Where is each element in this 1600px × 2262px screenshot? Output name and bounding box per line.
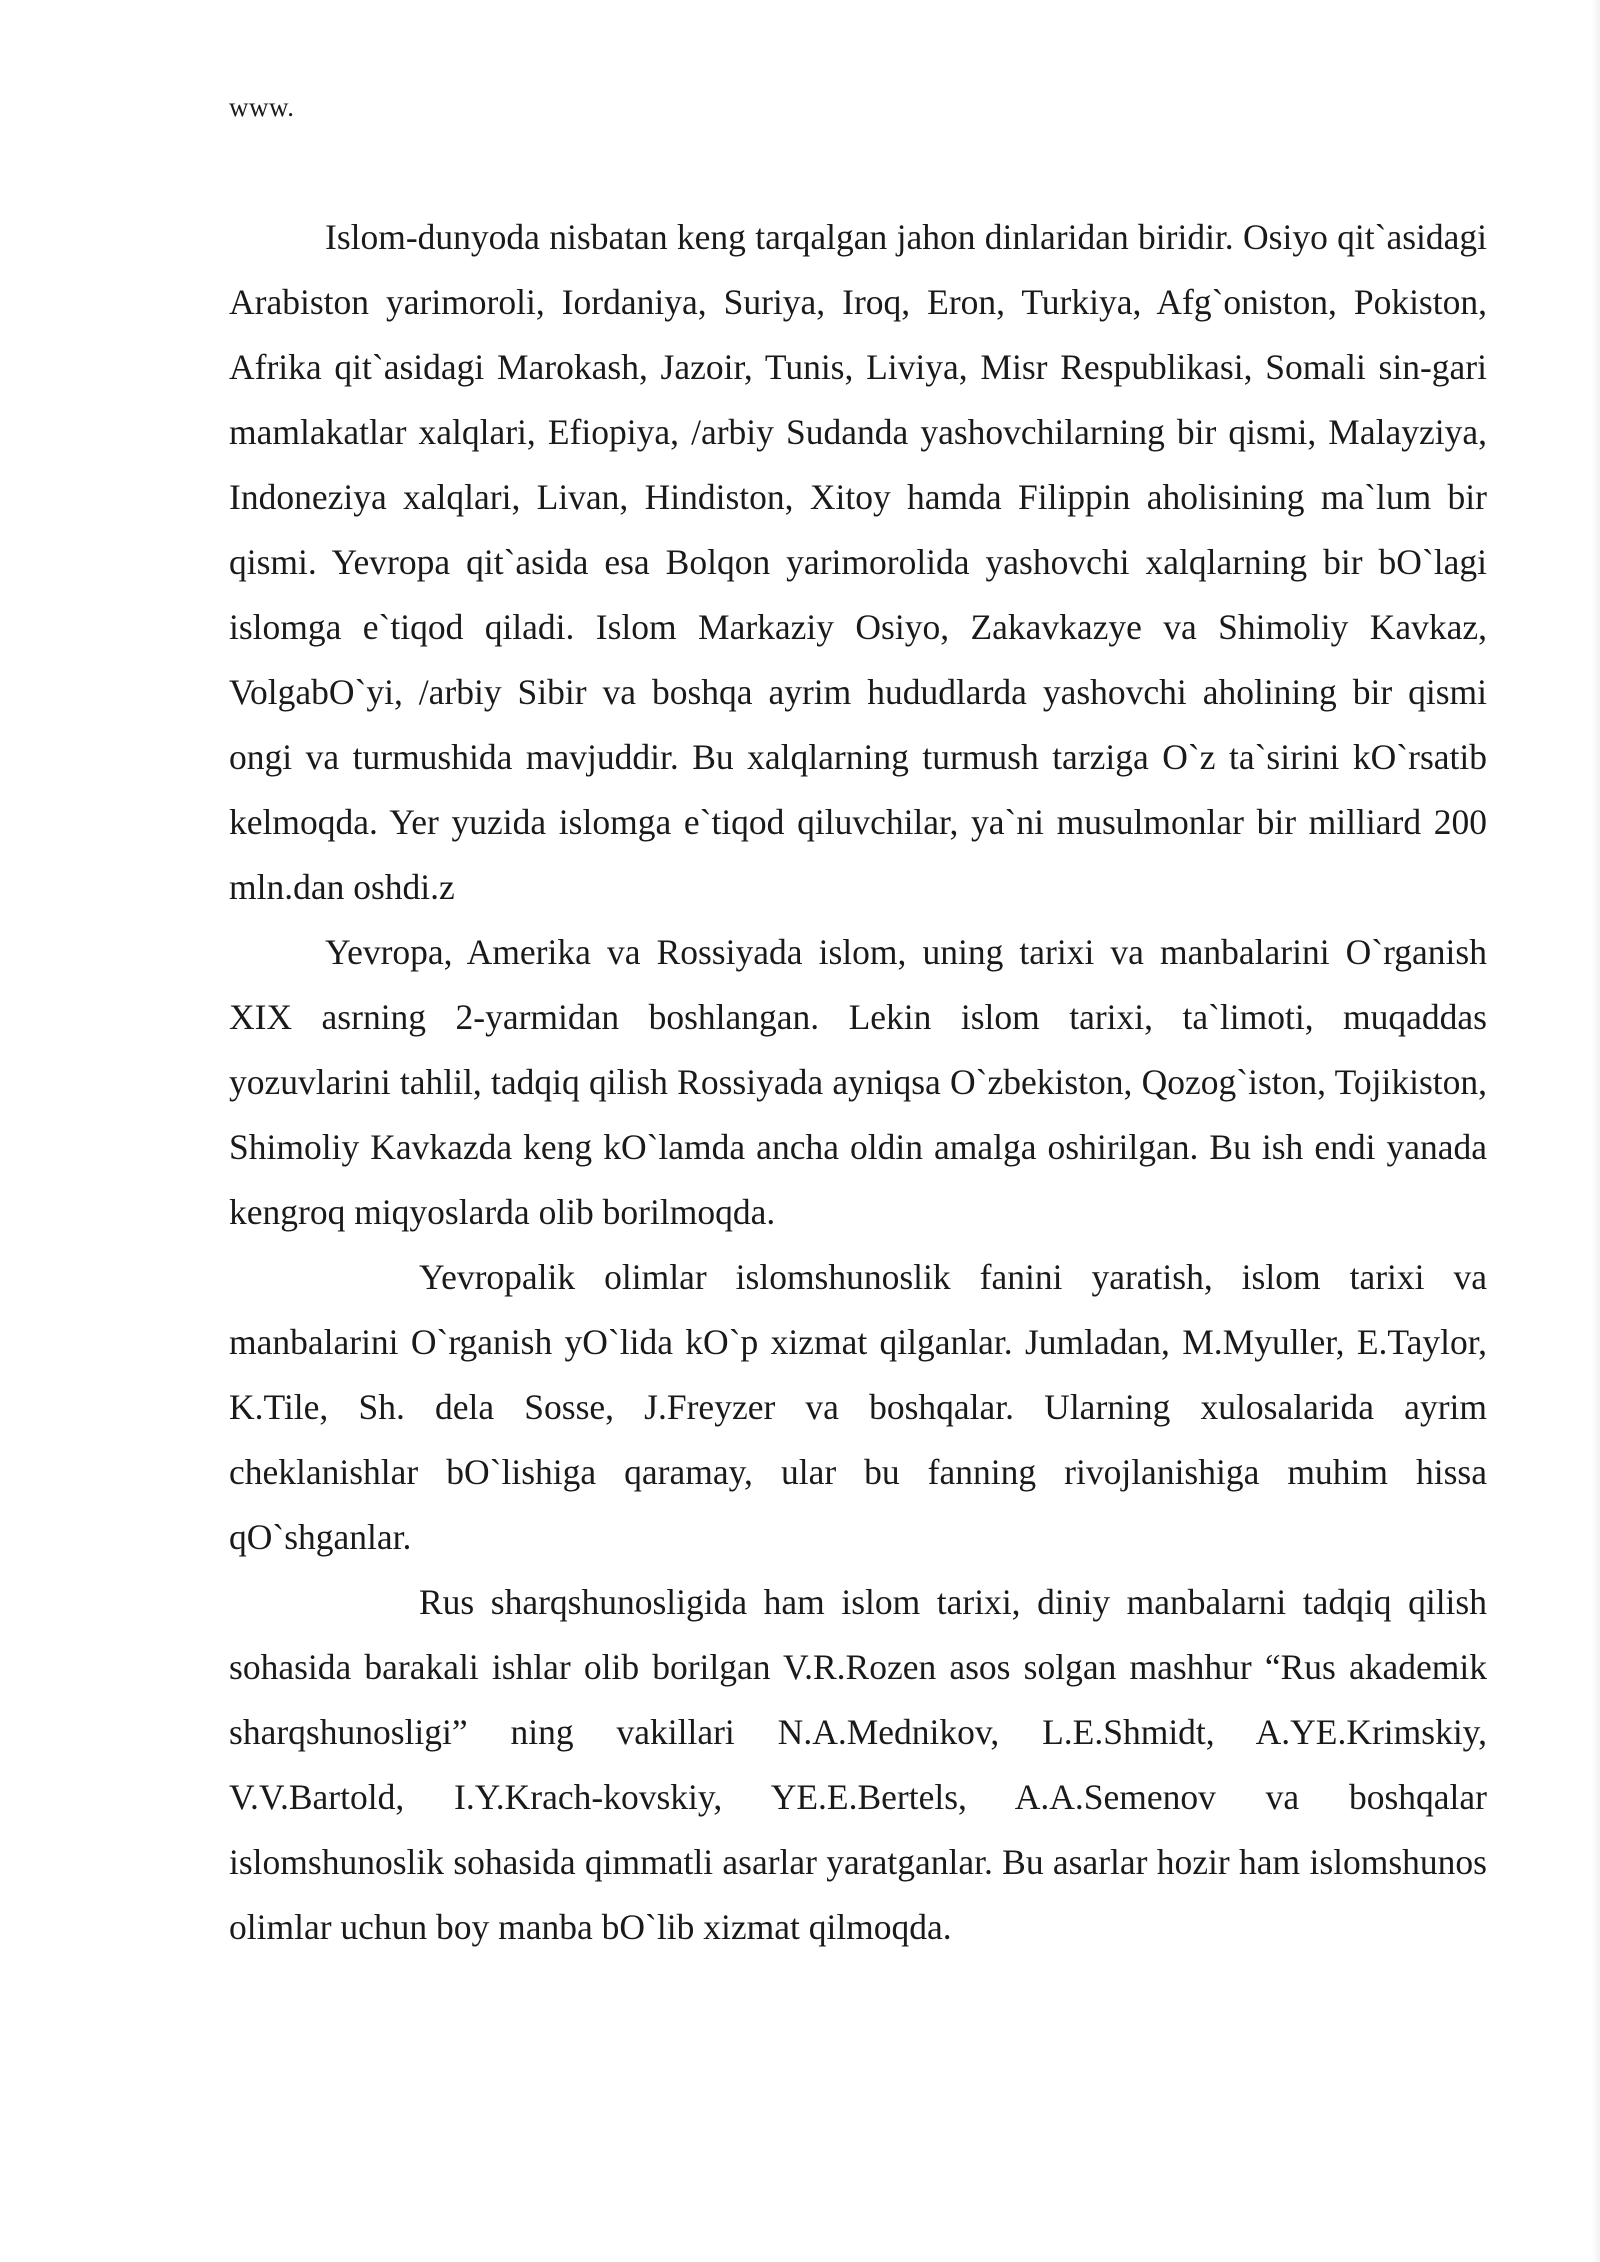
page-edge-shadow <box>1592 0 1600 2262</box>
paragraph-2: Yevropa, Amerika va Rossiyada islom, uning tarixi va manbalarini O`rganish XIX asrning 2-yarmidan boshlangan. Lekin islom tarixi, ta`limoti, muqaddas yozuvlarini tahlil, tadqiq qilish Rossiyada ayniqsa O`zbekiston, Qozog`iston, Tojikiston, Shimoliy Kavkazda keng kO`lamda ancha oldin amalga oshirilgan. Bu ish endi yanada kengroq miqyoslarda olib borilmoqda. <box>229 932 1487 1232</box>
paragraph-3: Yevropalik olimlar islomshunoslik fanini yaratish, islom tarixi va manbalarini O`rganish yO`lida kO`p xizmat qilganlar. Jumladan, M.Myuller, E.Taylor, K.Tile, Sh. dela Sosse, J.Freyzer va boshqalar. Ularning xulosalarida ayrim cheklanishlar bO`lishiga qaramay, ular bu fanning rivojlanishiga muhim hissa qO`shganlar. <box>229 1257 1487 1557</box>
paragraph-4: Rus sharqshunosligida ham islom tarixi, diniy manbalarni tadqiq qilish sohasida barakali ishlar olib borilgan V.R.Rozen asos solgan mashhur “Rus akademik sharqshunosligi” ning vakillari N.A.Mednikov, L.E.Shmidt, A.YE.Krimskiy, V.V.Bartold, I.Y.Krach-kovskiy, YE.E.Bertels, A.A.Semenov va boshqalar islomshunoslik sohasida qimmatli asarlar yaratganlar. Bu asarlar hozir ham islomshunos olimlar uchun boy manba bO`lib xizmat qilmoqda. <box>229 1582 1487 1947</box>
page-header: www. <box>229 92 295 122</box>
paragraph-1: Islom-dunyoda nisbatan keng tarqalgan jahon dinlaridan biridir. Osiyo qit`asidagi Arabiston yarimoroli, Iordaniya, Suriya, Iroq, Eron, Turkiya, Afg`oniston, Pokiston, Afrika qit`asidagi Marokash, Jazoir, Tunis, Liviya, Misr Respublikasi, Somali sin-gari mamlakatlar xalqlari, Efiopiya, /arbiy Sudanda yashovchilarning bir qismi, Malayziya, Indoneziya xalqlari, Livan, Hindiston, Xitoy hamda Filippin aholisining ma`lum bir qismi. Yevropa qit`asida esa Bolqon yarimorolida yashovchi xalqlarning bir bO`lagi islomga e`tiqod qiladi. Islom Markaziy Osiyo, Zakavkazye va Shimoliy Kavkaz, VolgabO`yi, /arbiy Sibir va boshqa ayrim hududlarda yashovchi aholining bir qismi ongi va turmushida mavjuddir. Bu xalqlarning turmush tarziga O`z ta`sirini kO`rsatib kelmoqda. Yer yuzida islomga e`tiqod qiluvchilar, ya`ni musulmonlar bir milliard 200 mln.dan oshdi.z <box>229 217 1487 907</box>
document-body <box>229 205 1487 1960</box>
